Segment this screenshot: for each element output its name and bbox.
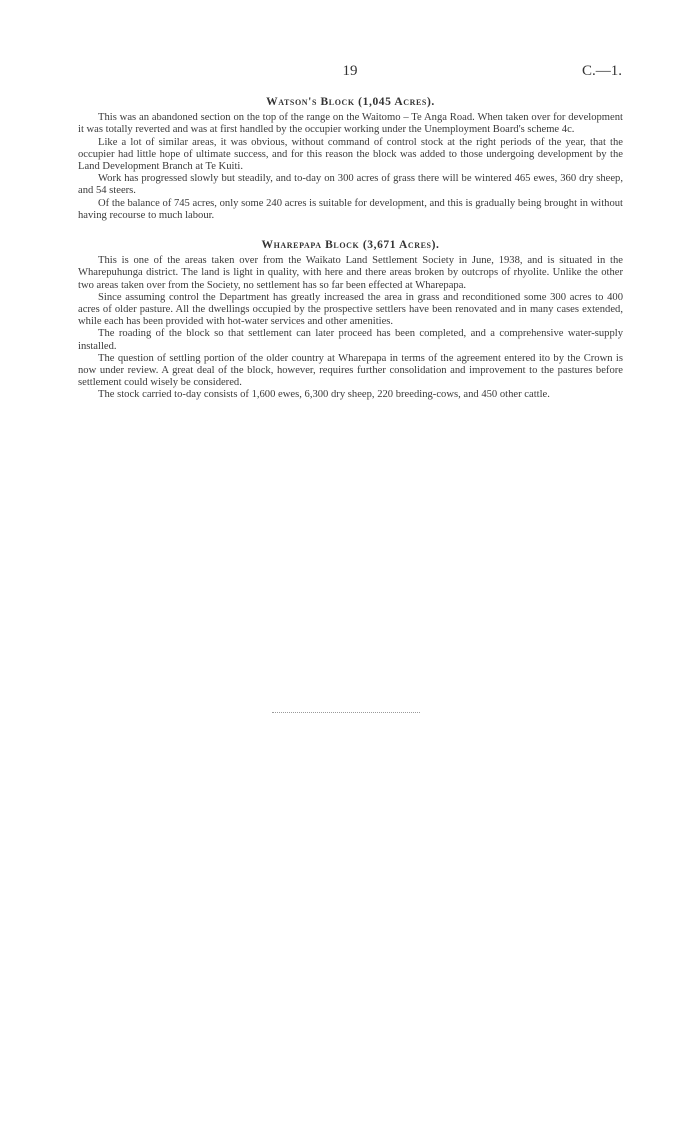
section-divider	[272, 712, 420, 713]
paragraph: The roading of the block so that settlement can later proceed has been completed, and a comprehensive water-supply installed.	[78, 328, 623, 352]
paragraph: This was an abandoned section on the top of the range on the Waitomo – Te Anga Road. When taken over for development it was totally reverted and was at first handled by the occupier working under the Unemployment Board's scheme 4c.	[78, 112, 623, 136]
section-watsons-block	[78, 96, 623, 222]
section-heading: Wharepapa Block (3,671 Acres).	[261, 239, 440, 252]
paragraph: Work has progressed slowly but steadily, and to-day on 300 acres of grass there will be wintered 465 ewes, 360 dry sheep, and 54 steers.	[78, 173, 623, 197]
section-heading: Watson's Block (1,045 Acres).	[266, 96, 435, 108]
section-wharepapa-block	[78, 239, 623, 402]
document-code: C.—1.	[581, 63, 622, 79]
paragraph: Like a lot of similar areas, it was obvious, without command of control stock at the right periods of the year, that the occupier had little hope of ultimate success, and for this reason the block was added to those undergoing development by the Land Development Branch at Te Kuiti.	[78, 136, 623, 173]
paragraph: This is one of the areas taken over from the Waikato Land Settlement Society in June, 1938, and is situated in the Wharepuhunga district. The land is light in quality, with here and there areas broken by outcrops of rhyolite. Unlike the other two areas taken over from the Society, no settlement has so far been effected at Wharepapa.	[78, 255, 623, 291]
paragraph: Since assuming control the Department has greatly increased the area in grass and reconditioned some 300 acres to 400 acres of older pasture. All the dwellings occupied by the prospective settlers have been renovated and in many cases extended, while each has been provided with hot-water services and other amenities.	[78, 291, 623, 328]
paragraph: The question of settling portion of the older country at Wharepapa in terms of the agreement entered ito by the Crown is now under review. A great deal of the block, however, requires further consolidation and improvement to the pastures before settlement could wisely be considered.	[78, 352, 623, 389]
document-body	[78, 96, 623, 402]
paragraph: The stock carried to-day consists of 1,600 ewes, 6,300 dry sheep, 220 breeding-cows, and 450 other cattle.	[98, 389, 550, 401]
paragraph: Of the balance of 745 acres, only some 240 acres is suitable for development, and this is gradually being brought in without having recourse to much labour.	[78, 197, 623, 221]
page-number: 19	[342, 63, 358, 79]
